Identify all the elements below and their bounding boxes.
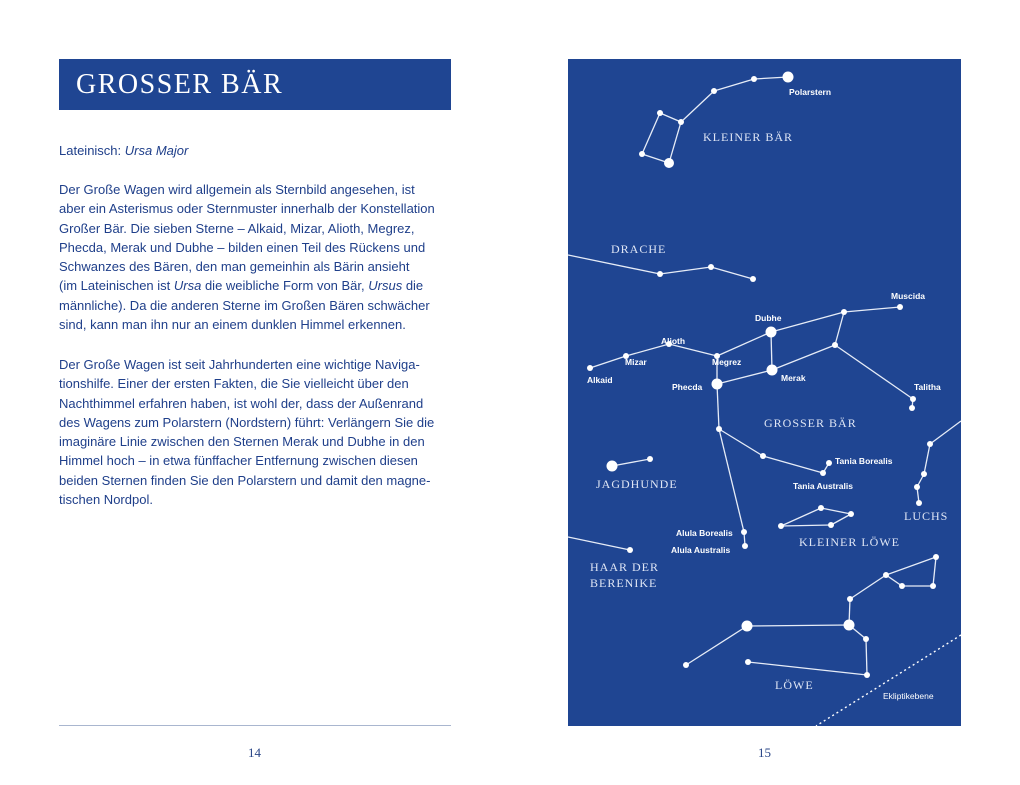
paragraph-1 [59, 180, 459, 334]
star-talitha [910, 396, 916, 402]
star [778, 523, 784, 529]
grosser-baer-figure [587, 304, 916, 549]
haar-der-berenike-figure [568, 537, 633, 553]
paragraph-line: tionshilfe. Einer der ersten Fakten, die Sie vielleicht über den [59, 376, 409, 392]
paragraph-line: Himmel hoch – in etwa fünffacher Entfernung zwischen diesen [59, 453, 418, 469]
paragraph-line: männliche). Da die anderen Sterne im Großen Bären schwächer [59, 297, 430, 313]
star [914, 484, 920, 490]
label-grosser-baer: GROSSER BÄR [764, 416, 857, 430]
star-polarstern [783, 72, 794, 83]
star [927, 441, 933, 447]
label-alula-borealis: Alula Borealis [676, 528, 733, 538]
paragraph-line: Großer Bär. Die sieben Sterne – Alkaid, Mizar, Alioth, Megrez, [59, 220, 415, 236]
paragraph-line: Nachthimmel erfahren haben, ist wohl der, dass der Außenrand [59, 395, 424, 411]
paragraph-line: Der Große Wagen wird allgemein als Sternbild angesehen, ist [59, 182, 415, 197]
star [678, 119, 684, 125]
kleiner-loewe-figure [778, 505, 854, 529]
star [847, 596, 853, 602]
star-phecda [712, 379, 723, 390]
paragraph-line: Phecda, Merak und Dubhe – bilden einen Teil des Rückens und [59, 239, 426, 255]
star [883, 572, 889, 578]
star-tania-australis [820, 470, 826, 476]
star-tania-borealis [826, 460, 832, 466]
star [841, 309, 847, 315]
label-alkaid: Alkaid [587, 375, 613, 385]
label-merak: Merak [781, 373, 806, 383]
star [664, 158, 674, 168]
page-title: GROSSER BÄR [76, 68, 284, 100]
label-haar-der-berenike-1: HAAR DER [590, 560, 660, 574]
paragraph-line: imaginäre Linie zwischen den Sternen Merak und Dubhe in den [59, 434, 425, 450]
ecliptic-line [816, 635, 961, 726]
footer-rule [59, 725, 451, 726]
star [657, 110, 663, 116]
kleiner-baer-figure [639, 72, 794, 169]
star [909, 405, 915, 411]
paragraph-line: des Wagens zum Polarstern (Nordstern) führt: Verlängern Sie die [59, 414, 435, 430]
star-muscida [897, 304, 903, 310]
page-number-right: 15 [758, 745, 771, 760]
label-jagdhunde: JAGDHUNDE [596, 477, 678, 491]
label-dubhe: Dubhe [755, 313, 782, 323]
paragraph-line: beiden Sternen finden Sie den Polarstern und damit den magne- [59, 472, 431, 488]
star [708, 264, 714, 270]
paragraph-2 [59, 355, 459, 509]
star [832, 342, 838, 348]
label-kleiner-baer: KLEINER BÄR [703, 130, 793, 144]
star [751, 76, 757, 82]
label-muscida: Muscida [891, 291, 926, 301]
label-polarstern: Polarstern [789, 87, 832, 97]
label-kleiner-loewe: KLEINER LÖWE [799, 535, 900, 549]
star [760, 453, 766, 459]
label-tania-australis: Tania Australis [793, 481, 853, 491]
label-mizar: Mizar [625, 357, 647, 367]
paragraph-line: sind, kann man ihn nur an einem dunklen Himmel erkennen. [59, 317, 406, 333]
label-loewe: LÖWE [775, 678, 814, 692]
right-page [510, 0, 1020, 785]
label-tania-borealis: Tania Borealis [835, 456, 893, 466]
label-phecda: Phecda [672, 382, 703, 392]
star [639, 151, 645, 157]
label-luchs: LUCHS [904, 509, 949, 523]
star [711, 88, 717, 94]
star [863, 636, 869, 642]
label-haar-der-berenike-2: BERENIKE [590, 576, 658, 590]
paragraph-line: aber ein Asterismus oder Sternmuster innerhalb der Konstellation [59, 201, 435, 217]
star [627, 547, 633, 553]
star-dubhe [766, 327, 777, 338]
star [745, 659, 751, 665]
star-map-svg [568, 59, 961, 726]
paragraph-line: Der Große Wagen ist seit Jahrhunderten eine wichtige Naviga- [59, 357, 420, 372]
label-megrez: Megrez [712, 357, 742, 367]
title-banner [59, 59, 451, 110]
star [607, 461, 618, 472]
loewe-figure [683, 554, 939, 678]
star [716, 426, 722, 432]
star-merak [767, 365, 778, 376]
star [683, 662, 689, 668]
label-ekliptikebene: Ekliptikebene [883, 691, 934, 701]
star [916, 500, 922, 506]
jagdhunde-figure [607, 456, 654, 472]
luchs-figure [914, 421, 961, 506]
star [818, 505, 824, 511]
star [899, 583, 905, 589]
star [844, 620, 855, 631]
paragraph-line: Schwanzes des Bären, den man gemeinhin als Bärin ansieht [59, 259, 410, 275]
star-alula-australis [742, 543, 748, 549]
label-talitha: Talitha [914, 382, 941, 392]
star [848, 511, 854, 517]
label-drache: DRACHE [611, 242, 667, 256]
latin-prefix: Lateinisch: [59, 143, 125, 158]
star [933, 554, 939, 560]
star [864, 672, 870, 678]
label-alioth: Alioth [661, 336, 686, 346]
paragraph-line: tischen Nordpol. [59, 492, 153, 508]
star [921, 471, 927, 477]
star-alkaid [587, 365, 593, 371]
drache-figure [568, 255, 756, 282]
star [750, 276, 756, 282]
star [930, 583, 936, 589]
latin-name-line [59, 141, 188, 161]
star-map [568, 59, 961, 726]
star-alula-borealis [741, 529, 747, 535]
star [657, 271, 663, 277]
star [742, 621, 753, 632]
star [647, 456, 653, 462]
latin-name: Ursa Major [124, 143, 189, 158]
label-alula-australis: Alula Australis [671, 545, 731, 555]
page-number-left: 14 [248, 745, 261, 760]
star [828, 522, 834, 528]
paragraph-line: (im Lateinischen ist Ursa die weibliche Form von Bär, Ursus die [59, 278, 424, 294]
